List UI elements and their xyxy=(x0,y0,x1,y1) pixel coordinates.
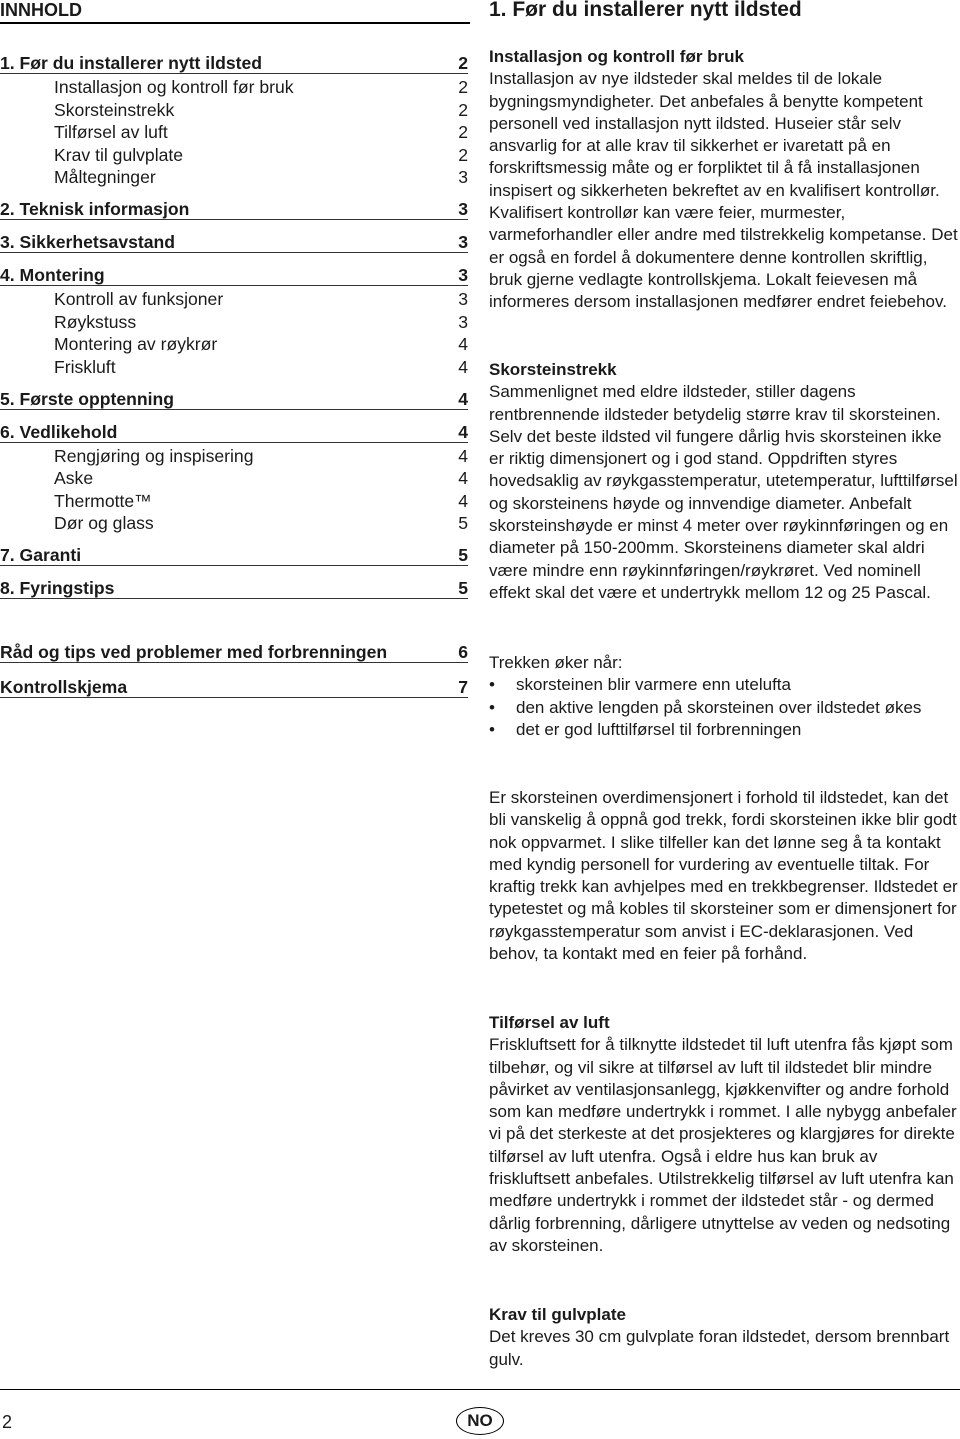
toc-entry-page: 3 xyxy=(458,289,468,310)
toc-entry-page: 4 xyxy=(458,356,468,377)
toc-entry-label: 3. Sikkerhetsavstand xyxy=(0,231,176,252)
toc-entry-label: 7. Garanti xyxy=(0,545,82,566)
luft-heading: Tilførsel av luft xyxy=(489,1013,610,1032)
trekk-text-section xyxy=(489,787,959,965)
installasjon-text: Installasjon av nye ildsteder skal meldes til de lokale bygningsmyndigheter. Det anbefales å benytte kompetent personell ved installasjon nytt ildsted. Huseier står selv ansvarlig for at alle krav til sikkerhet er ivaretatt på en forskriftsmessig måte og er forpliktet til å få installasjonen inspisert og sikkerheten bekreftet av en kvalifisert kontrollør. Kvalifisert kontrollør kan være feier, murmester, varmeforhandler eller andre med tilstrekkelig kompetanse. Det er også en fordel å dokumentere denne kontrollen skriftlig, bruk gjerne vedlagte kontrollskjema. Lokalt feievesen må informeres dersom installasjonen medfører endret feiebehov. xyxy=(489,69,958,312)
toc-entry-label: Skorsteinstrekk xyxy=(54,99,175,120)
toc-entry-label: Krav til gulvplate xyxy=(54,144,184,165)
toc-entry[interactable] xyxy=(0,674,468,697)
toc-entry-label: 5. Første opptenning xyxy=(0,388,174,409)
trekk-section xyxy=(489,652,959,741)
section-title: 1. Før du installerer nytt ildsted xyxy=(489,0,802,21)
header-rule xyxy=(0,22,470,24)
trekk-text: Er skorsteinen overdimensjonert i forhold til ildstedet, kan det bli vanskelig å oppnå god trekk, fordi skorsteinen ikke blir godt nok oppvarmet. I slike tilfeller kan det lønne seg å ta kontakt med kyndig personell for vurdering av eventuelle tiltak. For kraftig trekk kan avhjelpes med en trekkbegrenser. Ildstedet er typetestet og må kobles til skorsteiner som er dimensjonert for røykgasstemperatur som anvist i EC-deklarasjonen. Ved behov, ta kontakt med en feier på forhånd. xyxy=(489,788,958,964)
toc-entry-page: 2 xyxy=(458,53,468,73)
toc-gap xyxy=(0,599,468,629)
toc-entry-label: Tilførsel av luft xyxy=(54,122,168,143)
toc-entry-page: 3 xyxy=(458,311,468,332)
toc-entry-page: 3 xyxy=(458,231,468,252)
toc-entry-page: 2 xyxy=(458,99,468,120)
skorstein-heading: Skorsteinstrekk xyxy=(489,360,617,379)
toc-entry-label: Kontrollskjema xyxy=(0,676,128,697)
toc-entry-page: 5 xyxy=(458,545,468,566)
toc-entry[interactable] xyxy=(0,165,468,187)
language-badge: NO xyxy=(456,1407,504,1435)
toc-entry[interactable] xyxy=(0,466,468,488)
luft-text: Friskluftsett for å tilknytte ildstedet til luft utenfra fås kjøpt som tilbehør, og vil sikre at tilførsel av luft til ildstedet blir mindre påvirket av ventilasjonsanlegg, kjøkkenvifter og andre forhold som kan medføre undertrykk i rommet. I alle nybygg anbefaler vi på det sterkeste at det prosjekteres og klargjøres for direkte tilførsel av luft utenfra. Også i eldre hus kan bruk av friskluftsett anbefales. Utilstrekkelig tilførsel av luft utenfra kan medføre undertrykk i rommet der ildstedet står - og dermed dårlig forbrenning, dårligere utnyttelse av veden og nedsoting av skorsteinen. xyxy=(489,1035,957,1255)
toc-entry-page: 4 xyxy=(458,445,468,466)
gulvplate-text: Det kreves 30 cm gulvplate foran ildstedet, dersom brennbart gulv. xyxy=(489,1327,950,1369)
luft-section xyxy=(489,1012,959,1257)
toc-entry[interactable] xyxy=(0,354,468,376)
toc-entry[interactable] xyxy=(0,544,468,566)
trekk-intro: Trekken øker når: xyxy=(489,653,623,672)
toc-entry-page: 5 xyxy=(458,578,468,599)
toc-entry[interactable] xyxy=(0,97,468,119)
toc-entry[interactable] xyxy=(0,120,468,142)
toc-entry-label: Friskluft xyxy=(54,356,116,377)
toc-entry-label: Dør og glass xyxy=(54,513,154,534)
list-item: • skorsteinen blir varmere enn utelufta xyxy=(489,674,959,696)
toc-entry-label: Rengjøring og inspisering xyxy=(54,445,254,466)
toc-title: INNHOLD xyxy=(0,0,82,20)
toc-entry-label: Måltegninger xyxy=(54,166,156,187)
toc-entry-page: 6 xyxy=(458,642,468,663)
toc-entry[interactable] xyxy=(0,488,468,510)
toc-entry-label: 4. Montering xyxy=(0,264,105,285)
toc-entry[interactable] xyxy=(0,142,468,164)
toc-entry-page: 2 xyxy=(458,122,468,143)
toc-entry[interactable] xyxy=(0,511,468,533)
toc-entry-label: Aske xyxy=(54,468,94,489)
installasjon-section xyxy=(489,46,959,314)
toc-entry-label: Råd og tips ved problemer med forbrenningen xyxy=(0,642,388,663)
toc-entry[interactable] xyxy=(0,264,468,286)
installasjon-heading: Installasjon og kontroll før bruk xyxy=(489,47,745,66)
toc-entry[interactable] xyxy=(0,640,468,663)
toc-entry[interactable] xyxy=(0,198,468,220)
toc-entry[interactable] xyxy=(0,332,468,354)
toc-entry[interactable] xyxy=(0,287,468,309)
toc-entry-label: Installasjon og kontroll før bruk xyxy=(54,77,294,98)
list-item: • den aktive lengden på skorsteinen over ildstedet økes xyxy=(489,697,959,719)
toc-entry[interactable] xyxy=(0,388,468,410)
trekk-bullets xyxy=(489,674,959,741)
page-number: 2 xyxy=(2,1412,13,1432)
toc-entry-page: 3 xyxy=(458,264,468,285)
gulvplate-section xyxy=(489,1304,959,1371)
toc-entry-label: Kontroll av funksjoner xyxy=(54,289,224,310)
toc-entry[interactable] xyxy=(0,309,468,331)
toc-entry-page: 4 xyxy=(458,334,468,355)
toc-entry-label: Montering av røykrør xyxy=(54,334,218,355)
footer-rule xyxy=(0,1389,960,1390)
toc-entry-label: Thermotte™ xyxy=(54,490,152,511)
toc-entry-page: 2 xyxy=(458,77,468,98)
toc-entry[interactable] xyxy=(0,421,468,443)
toc-entry-page: 4 xyxy=(458,388,468,409)
toc-entry-page: 3 xyxy=(458,198,468,219)
toc-entry-page: 2 xyxy=(458,144,468,165)
toc-entry[interactable] xyxy=(0,444,468,466)
list-item: • det er god lufttilførsel til forbrenningen xyxy=(489,719,959,741)
gulvplate-heading: Krav til gulvplate xyxy=(489,1305,626,1324)
toc-entry-label: 2. Teknisk informasjon xyxy=(0,198,190,219)
toc-entry[interactable] xyxy=(0,577,468,599)
toc-entry[interactable] xyxy=(0,231,468,253)
toc-entry[interactable] xyxy=(0,75,468,97)
toc-entry-page: 4 xyxy=(458,490,468,511)
toc-entry-label: 1. Før du installerer nytt ildsted xyxy=(0,53,262,73)
toc-entry-page: 5 xyxy=(458,513,468,534)
table-of-contents xyxy=(0,52,468,698)
toc-entry-page: 4 xyxy=(458,421,468,442)
skorstein-section xyxy=(489,359,959,604)
toc-entry-label: 8. Fyringstips xyxy=(0,578,115,599)
skorstein-text: Sammenlignet med eldre ildsteder, stiller dagens rentbrennende ildsteder betydelig større krav til skorsteinen. Selv det beste ildsted vil fungere dårlig hvis skorsteinen ikke er riktig dimensjonert og i god stand. Oppdriften styres hovedsaklig av røykgasstemperatur, utetemperatur, lufttilførsel og skorsteinens høyde og innvendige diameter. Anbefalt skorsteinshøyde er minst 4 meter over røykinnføringen og en diameter på 150-200mm. Skorsteinens diameter skal aldri være mindre enn røykinnføringen/røykrøret. Ved nominell effekt skal det være et undertrykk mellom 12 og 25 Pascal. xyxy=(489,382,958,602)
toc-entry-page: 7 xyxy=(458,676,468,697)
toc-entry-label: Røykstuss xyxy=(54,311,137,332)
toc-entry[interactable] xyxy=(0,52,468,74)
toc-entry-page: 4 xyxy=(458,468,468,489)
toc-entry-label: 6. Vedlikehold xyxy=(0,421,118,442)
toc-entry-page: 3 xyxy=(458,166,468,187)
